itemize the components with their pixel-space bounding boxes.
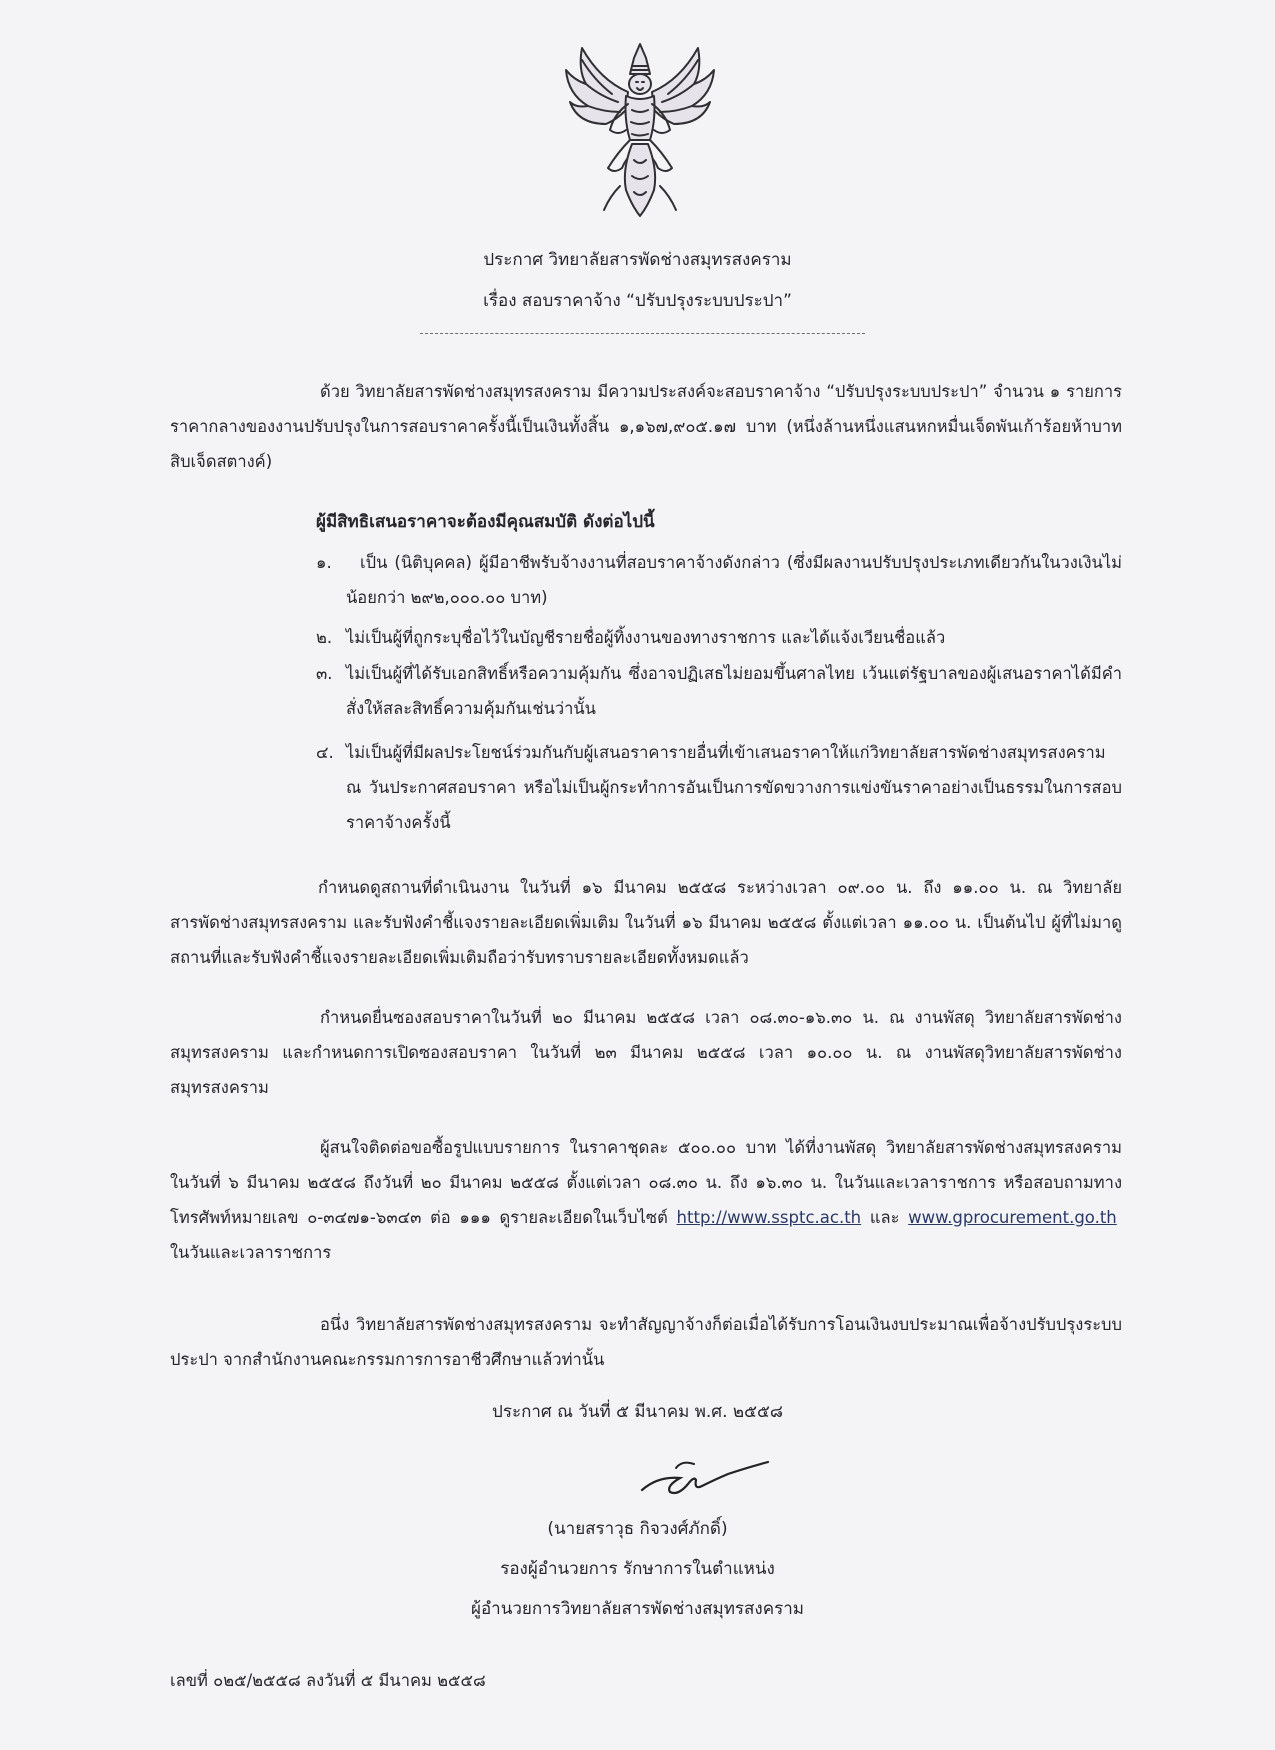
announcement-title: ประกาศ วิทยาลัยสารพัดช่างสมุทรสงคราม: [483, 250, 792, 270]
purchase-tail: ในวันและเวลาราชการ: [170, 1243, 332, 1262]
qualification-item: [316, 735, 1122, 840]
item-number: ๔.: [316, 743, 334, 762]
purchase-text: ผู้สนใจติดต่อขอซื้อรูปแบบรายการ ในราคาชุดละ ๕๐๐.๐๐ บาท ได้ที่งานพัสดุ วิทยาลัยสารพัดช่างสมุทรสงคราม ในวันที่ ๖ มีนาคม ๒๕๕๘ ถึงวันที่ ๒๐ มีนาคม ๒๕๕๘ ตั้งแต่เวลา ๐๘.๓๐ น. ถึง ๑๖.๓๐ น. ในวันและเวลาราชการ หรือสอบถามทางโทรศัพท์หมายเลข ๐-๓๔๗๑-๖๓๔๓ ต่อ ๑๑๑ ดูรายละเอียดในเว็บไซต์: [170, 1138, 1122, 1227]
signatory-position-1: รองผู้อำนวยการ รักษาการในตำแหน่ง: [500, 1559, 775, 1579]
contract-paragraph: [170, 1307, 1122, 1377]
item-text: ไม่เป็นผู้ที่ถูกระบุชื่อไว้ในบัญชีรายชื่อผู้ทิ้งงานของทางราชการ และได้แจ้งเวียนชื่อแล้ว: [346, 628, 946, 647]
contract-text: อนึ่ง วิทยาลัยสารพัดช่างสมุทรสงคราม จะทำสัญญาจ้างก็ต่อเมื่อได้รับการโอนเงินงบประมาณเพื่อจ้างปรับปรุงระบบประปา จากสำนักงานคณะกรรมการการอาชีวศึกษาแล้วท่านั้น: [170, 1315, 1122, 1369]
qualification-item: [316, 545, 1122, 615]
item-text: ไม่เป็นผู้ที่ได้รับเอกสิทธิ์หรือความคุ้มกัน ซึ่งอาจปฏิเสธไม่ยอมขึ้นศาลไทย เว้นแต่รัฐบาลของผู้เสนอราคาได้มีคำสั่งให้สละสิทธิ์ความคุ้มกันเช่นว่านั้น: [346, 664, 1122, 718]
announcement-date: ประกาศ ณ วันที่ ๕ มีนาคม พ.ศ. ๒๕๕๘: [492, 1402, 783, 1422]
intro-paragraph: [170, 374, 1122, 479]
qualification-item: [316, 620, 1122, 655]
purchase-paragraph: [170, 1130, 1122, 1270]
signatory-name: (นายสราวุธ กิจวงศ์ภักดิ์): [547, 1519, 728, 1539]
item-number: ๑.: [316, 553, 332, 572]
submission-paragraph: [170, 1000, 1122, 1105]
signature-icon: [636, 1446, 776, 1506]
intro-text: ด้วย วิทยาลัยสารพัดช่างสมุทรสงคราม มีความประสงค์จะสอบราคาจ้าง “ปรับปรุงระบบประปา” จำนวน ๑ รายการ ราคากลางของงานปรับปรุงในการสอบราคาครั้งนี้เป็นเงินทั้งสิ้น ๑,๑๖๗,๙๐๕.๑๗ บาท (หนึ่งล้านหนึ่งแสนหกหมื่นเจ็ดพันเก้าร้อยห้าบาทสิบเจ็ดสตางค์): [170, 382, 1122, 471]
item-number: ๒.: [316, 628, 333, 647]
submission-text: กำหนดยื่นซองสอบราคาในวันที่ ๒๐ มีนาคม ๒๕๕๘ เวลา ๐๘.๓๐-๑๖.๓๐ น. ณ งานพัสดุ วิทยาลัยสารพัดช่างสมุทรสงคราม และกำหนดการเปิดซองสอบราคา ในวันที่ ๒๓ มีนาคม ๒๕๕๘ เวลา ๑๐.๐๐ น. ณ งานพัสดุวิทยาลัยสารพัดช่างสมุทรสงคราม: [170, 1008, 1122, 1097]
gprocurement-website-link[interactable]: www.gprocurement.go.th: [908, 1208, 1117, 1227]
item-number: ๓.: [316, 664, 333, 683]
header-divider: [420, 333, 865, 334]
item-text: เป็น (นิติบุคคล) ผู้มีอาชีพรับจ้างงานที่สอบราคาจ้างดังกล่าว (ซึ่งมีผลงานปรับปรุงประเภทเดียวกันในวงเงินไม่น้อยกว่า ๒๙๒,๐๐๐.๐๐ บาท): [346, 553, 1122, 607]
document-reference-number: เลขที่ ๐๒๕/๒๕๕๘ ลงวันที่ ๕ มีนาคม ๒๕๕๘: [170, 1671, 486, 1690]
garuda-emblem-icon: [560, 40, 720, 222]
site-visit-paragraph: [170, 870, 1122, 975]
qualifications-heading: ผู้มีสิทธิเสนอราคาจะต้องมีคุณสมบัติ ดังต่อไปนี้: [316, 512, 655, 532]
announcement-subject: เรื่อง สอบราคาจ้าง “ปรับปรุงระบบประปา”: [483, 291, 792, 311]
item-text: ไม่เป็นผู้ที่มีผลประโยชน์ร่วมกันกับผู้เสนอราคารายอื่นที่เข้าเสนอราคาให้แก่วิทยาลัยสารพัดช่างสมุทรสงคราม ณ วันประกาศสอบราคา หรือไม่เป็นผู้กระทำการอันเป็นการขัดขวางการแข่งขันราคาอย่างเป็นธรรมในการสอบราคาจ้างครั้งนี้: [346, 743, 1122, 832]
qualification-item: [316, 656, 1122, 726]
signatory-position-2: ผู้อำนวยการวิทยาลัยสารพัดช่างสมุทรสงคราม: [471, 1599, 804, 1619]
ssptc-website-link[interactable]: http://www.ssptc.ac.th: [676, 1208, 862, 1227]
site-visit-text: กำหนดดูสถานที่ดำเนินงาน ในวันที่ ๑๖ มีนาคม ๒๕๕๘ ระหว่างเวลา ๐๙.๐๐ น. ถึง ๑๑.๐๐ น. ณ วิทยาลัยสารพัดช่างสมุทรสงคราม และรับฟังคำชี้แจงรายละเอียดเพิ่มเติม ในวันที่ ๑๖ มีนาคม ๒๕๕๘ ตั้งแต่เวลา ๑๑.๐๐ น. เป็นต้นไป ผู้ที่ไม่มาดูสถานที่และรับฟังคำชี้แจงรายละเอียดเพิ่มเติมถือว่ารับทราบรายละเอียดทั้งหมดแล้ว: [170, 878, 1122, 967]
purchase-and: และ: [869, 1208, 900, 1227]
